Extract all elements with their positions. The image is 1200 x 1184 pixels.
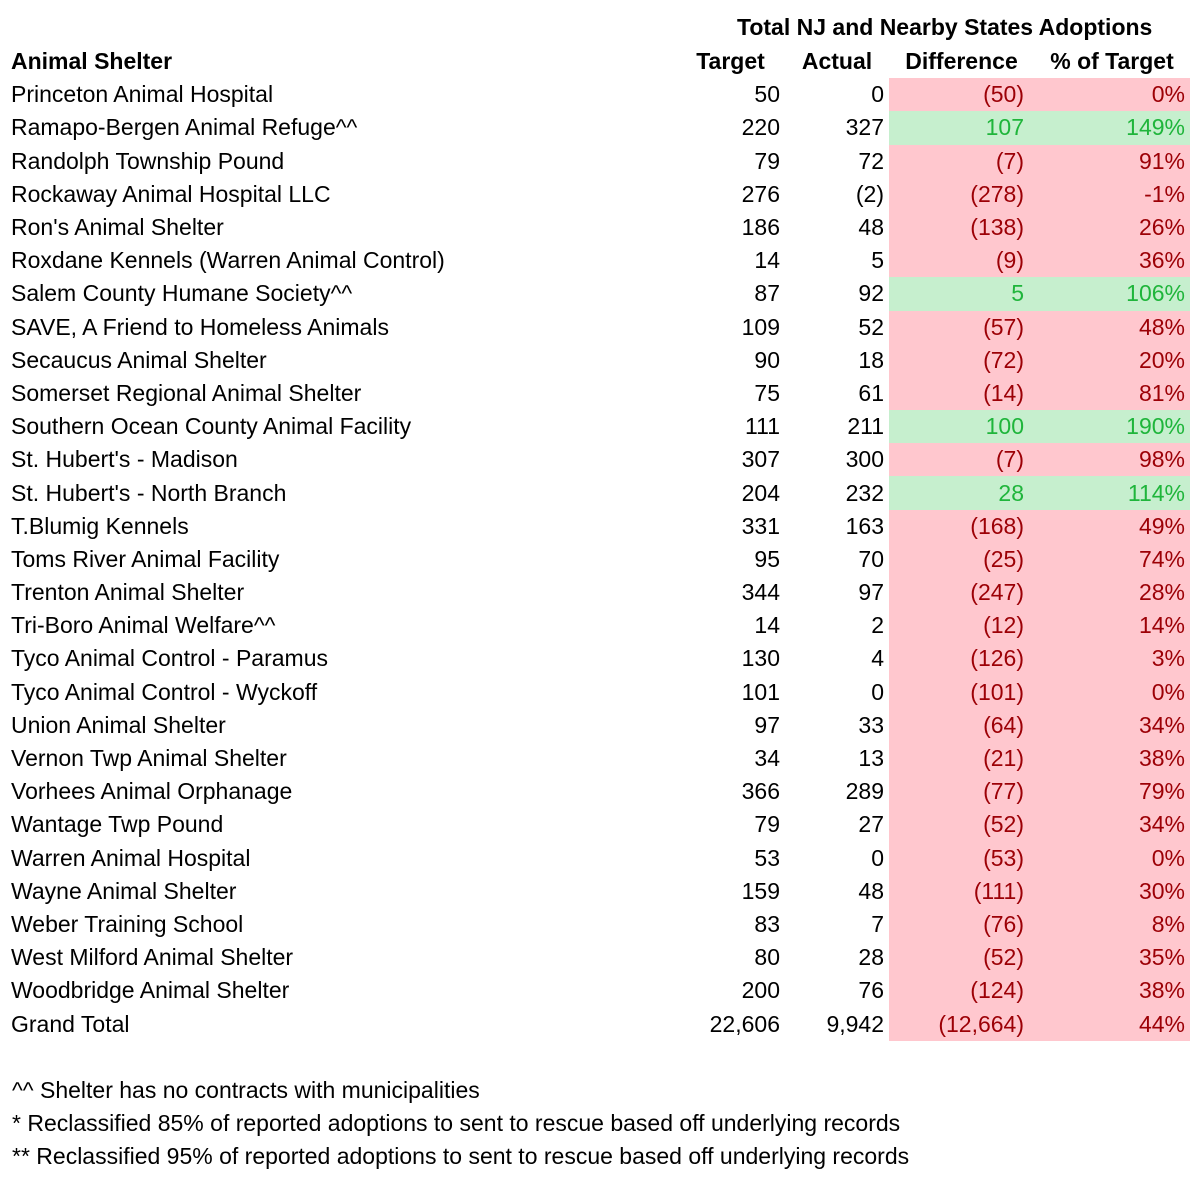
shelter-name-cell: Vorhees Animal Orphanage (11, 778, 293, 805)
target-cell: 101 (741, 678, 780, 705)
difference-cell: (111) (889, 875, 1034, 908)
table-row (6, 609, 1190, 642)
actual-cell: 61 (858, 379, 884, 406)
difference-cell: (52) (889, 941, 1034, 974)
pct-target-cell: 28% (1034, 576, 1190, 609)
col-header-pct-target: % of Target (1050, 48, 1174, 75)
pct-target-cell: 44% (1034, 1007, 1190, 1040)
actual-cell: (2) (855, 180, 884, 207)
table-row (6, 941, 1190, 974)
shelter-name-cell: Weber Training School (11, 910, 244, 937)
shelter-name-cell: Salem County Humane Society^^ (11, 280, 353, 307)
pct-target-cell: 34% (1034, 808, 1190, 841)
actual-cell: 211 (847, 413, 884, 440)
actual-cell: 327 (845, 114, 884, 141)
target-cell: 90 (754, 346, 780, 373)
adoptions-table (6, 45, 1190, 1041)
actual-cell: 232 (845, 479, 884, 506)
target-cell: 220 (741, 114, 780, 141)
difference-cell: (101) (889, 676, 1034, 709)
target-cell: 97 (754, 711, 780, 738)
shelter-name-cell: Union Animal Shelter (11, 711, 226, 738)
actual-cell: 0 (871, 678, 884, 705)
shelter-name-cell: Wayne Animal Shelter (11, 877, 237, 904)
pct-target-cell: 91% (1034, 145, 1190, 178)
table-row (6, 244, 1190, 277)
shelter-name-cell: St. Hubert's - Madison (11, 446, 238, 473)
table-row (6, 676, 1190, 709)
target-cell: 53 (754, 844, 780, 871)
target-cell: 204 (741, 479, 780, 506)
difference-cell: 100 (889, 410, 1034, 443)
shelter-name-cell: Somerset Regional Animal Shelter (11, 379, 362, 406)
shelter-name-cell: Ramapo-Bergen Animal Refuge^^ (11, 114, 358, 141)
pct-target-cell: 48% (1034, 311, 1190, 344)
table-row (6, 145, 1190, 178)
pct-target-cell: 20% (1034, 344, 1190, 377)
actual-cell: 70 (858, 545, 884, 572)
super-header: Total NJ and Nearby States Adoptions (737, 14, 1153, 40)
col-header-actual: Actual (801, 48, 873, 75)
shelter-name-cell: West Milford Animal Shelter (11, 944, 294, 971)
table-row (6, 775, 1190, 808)
table-body (6, 78, 1190, 1040)
pct-target-cell: 74% (1034, 543, 1190, 576)
target-cell: 14 (754, 247, 780, 274)
difference-cell: (7) (889, 443, 1034, 476)
difference-cell: (278) (889, 178, 1034, 211)
actual-cell: 163 (845, 512, 884, 539)
difference-cell: (76) (889, 908, 1034, 941)
shelter-name-cell: Princeton Animal Hospital (11, 81, 274, 108)
shelter-name-cell: Ron's Animal Shelter (11, 214, 224, 241)
footnote: ** Reclassified 95% of reported adoptions to sent to rescue based off underlying records (12, 1143, 910, 1169)
pct-target-cell: 35% (1034, 941, 1190, 974)
difference-cell: (25) (889, 543, 1034, 576)
table-row (6, 908, 1190, 941)
target-cell: 307 (741, 446, 780, 473)
pct-target-cell: -1% (1034, 178, 1190, 211)
actual-cell: 2 (871, 612, 884, 639)
table-row (6, 178, 1190, 211)
difference-cell: (50) (889, 78, 1034, 111)
shelter-name-cell: Randolph Township Pound (11, 147, 285, 174)
table-row (6, 875, 1190, 908)
shelter-name-cell: St. Hubert's - North Branch (11, 479, 287, 506)
pct-target-cell: 114% (1034, 476, 1190, 509)
table-row (6, 709, 1190, 742)
difference-cell: (7) (889, 145, 1034, 178)
shelter-name-cell: Woodbridge Animal Shelter (11, 977, 290, 1004)
target-cell: 79 (754, 147, 780, 174)
header-row (6, 45, 1190, 78)
pct-target-cell: 81% (1034, 377, 1190, 410)
pct-target-cell: 38% (1034, 742, 1190, 775)
shelter-name-cell: Trenton Animal Shelter (11, 579, 245, 606)
table-row (6, 742, 1190, 775)
pct-target-cell: 79% (1034, 775, 1190, 808)
pct-target-cell: 190% (1034, 410, 1190, 443)
grand-total-row (6, 1007, 1190, 1040)
col-header-difference: Difference (905, 48, 1018, 75)
shelter-name-cell: Rockaway Animal Hospital LLC (11, 180, 331, 207)
table-row (6, 277, 1190, 310)
pct-target-cell: 0% (1034, 676, 1190, 709)
difference-cell: (124) (889, 974, 1034, 1007)
target-cell: 111 (745, 413, 780, 440)
shelter-name-cell: T.Blumig Kennels (11, 512, 189, 539)
pct-target-cell: 26% (1034, 211, 1190, 244)
target-cell: 186 (741, 214, 780, 241)
shelter-name-cell: Vernon Twp Animal Shelter (11, 745, 287, 772)
target-cell: 366 (741, 778, 780, 805)
difference-cell: (57) (889, 311, 1034, 344)
pct-target-cell: 3% (1034, 642, 1190, 675)
target-cell: 22,606 (709, 1010, 780, 1037)
actual-cell: 9,942 (826, 1010, 884, 1037)
shelter-name-cell: Toms River Animal Facility (11, 545, 280, 572)
pct-target-cell: 34% (1034, 709, 1190, 742)
col-header-shelter: Animal Shelter (11, 48, 173, 75)
difference-cell: (52) (889, 808, 1034, 841)
difference-cell: (12,664) (889, 1007, 1034, 1040)
col-header-target: Target (696, 48, 765, 75)
actual-cell: 28 (858, 944, 884, 971)
footnote: * Reclassified 85% of reported adoptions to sent to rescue based off underlying records (12, 1110, 901, 1136)
difference-cell: (168) (889, 510, 1034, 543)
difference-cell: (12) (889, 609, 1034, 642)
table-row (6, 78, 1190, 111)
table-row (6, 543, 1190, 576)
table-row (6, 642, 1190, 675)
shelter-name-cell: Secaucus Animal Shelter (11, 346, 267, 373)
actual-cell: 97 (858, 579, 884, 606)
pct-target-cell: 149% (1034, 111, 1190, 144)
shelter-name-cell: Tyco Animal Control - Paramus (11, 645, 329, 672)
target-cell: 130 (741, 645, 780, 672)
pct-target-cell: 38% (1034, 974, 1190, 1007)
difference-cell: (14) (889, 377, 1034, 410)
actual-cell: 48 (858, 214, 884, 241)
target-cell: 83 (754, 910, 780, 937)
difference-cell: 28 (889, 476, 1034, 509)
pct-target-cell: 106% (1034, 277, 1190, 310)
actual-cell: 300 (845, 446, 884, 473)
shelter-name-cell: Tyco Animal Control - Wyckoff (11, 678, 318, 705)
target-cell: 331 (741, 512, 780, 539)
footnotes (12, 1074, 909, 1173)
actual-cell: 48 (858, 877, 884, 904)
pct-target-cell: 30% (1034, 875, 1190, 908)
actual-cell: 92 (858, 280, 884, 307)
table-row (6, 311, 1190, 344)
actual-cell: 0 (871, 81, 884, 108)
shelter-name-cell: Southern Ocean County Animal Facility (11, 413, 412, 440)
table-row (6, 808, 1190, 841)
footnote: ^^ Shelter has no contracts with municipalities (12, 1077, 480, 1103)
target-cell: 276 (741, 180, 780, 207)
actual-cell: 27 (858, 811, 884, 838)
pct-target-cell: 14% (1034, 609, 1190, 642)
actual-cell: 72 (858, 147, 884, 174)
shelter-name-cell: Tri-Boro Animal Welfare^^ (11, 612, 276, 639)
target-cell: 50 (754, 81, 780, 108)
target-cell: 159 (741, 877, 780, 904)
table-row (6, 211, 1190, 244)
actual-cell: 4 (871, 645, 884, 672)
actual-cell: 76 (858, 977, 884, 1004)
pct-target-cell: 0% (1034, 842, 1190, 875)
target-cell: 80 (754, 944, 780, 971)
actual-cell: 0 (871, 844, 884, 871)
actual-cell: 52 (858, 313, 884, 340)
actual-cell: 13 (858, 745, 884, 772)
target-cell: 95 (754, 545, 780, 572)
target-cell: 79 (754, 811, 780, 838)
table-row (6, 111, 1190, 144)
difference-cell: (138) (889, 211, 1034, 244)
difference-cell: (247) (889, 576, 1034, 609)
shelter-name-cell: Wantage Twp Pound (11, 811, 224, 838)
table-row (6, 443, 1190, 476)
pct-target-cell: 8% (1034, 908, 1190, 941)
table-row (6, 410, 1190, 443)
actual-cell: 7 (871, 910, 884, 937)
table-row (6, 510, 1190, 543)
difference-cell: (126) (889, 642, 1034, 675)
table-row (6, 842, 1190, 875)
pct-target-cell: 98% (1034, 443, 1190, 476)
difference-cell: (77) (889, 775, 1034, 808)
actual-cell: 5 (871, 247, 884, 274)
table-row (6, 974, 1190, 1007)
shelter-name-cell: Grand Total (11, 1010, 130, 1037)
table-row (6, 344, 1190, 377)
difference-cell: 107 (889, 111, 1034, 144)
difference-cell: (9) (889, 244, 1034, 277)
actual-cell: 289 (845, 778, 884, 805)
difference-cell: (72) (889, 344, 1034, 377)
table-row (6, 377, 1190, 410)
target-cell: 34 (754, 745, 780, 772)
pct-target-cell: 0% (1034, 78, 1190, 111)
difference-cell: (64) (889, 709, 1034, 742)
shelter-name-cell: SAVE, A Friend to Homeless Animals (11, 313, 389, 340)
pct-target-cell: 36% (1034, 244, 1190, 277)
difference-cell: (53) (889, 842, 1034, 875)
difference-cell: 5 (889, 277, 1034, 310)
target-cell: 87 (754, 280, 780, 307)
target-cell: 200 (741, 977, 780, 1004)
pct-target-cell: 49% (1034, 510, 1190, 543)
actual-cell: 18 (858, 346, 884, 373)
shelter-name-cell: Roxdane Kennels (Warren Animal Control) (11, 247, 445, 274)
table-row (6, 476, 1190, 509)
target-cell: 344 (741, 579, 780, 606)
shelter-name-cell: Warren Animal Hospital (11, 844, 251, 871)
table-row (6, 576, 1190, 609)
actual-cell: 33 (858, 711, 884, 738)
difference-cell: (21) (889, 742, 1034, 775)
target-cell: 75 (754, 379, 780, 406)
target-cell: 109 (741, 313, 780, 340)
target-cell: 14 (754, 612, 780, 639)
